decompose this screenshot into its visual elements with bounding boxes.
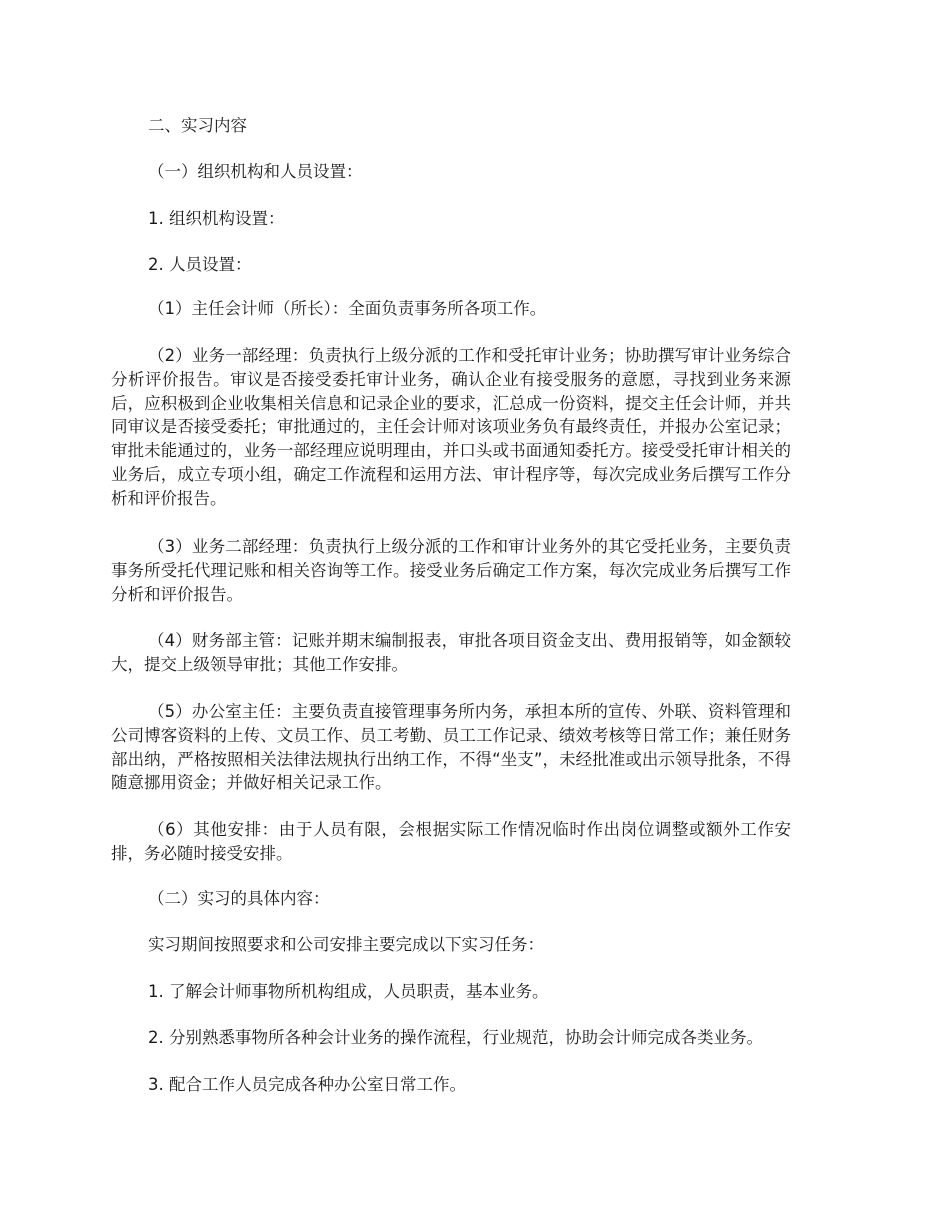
paragraph-staff-setup: 2. 人员设置： bbox=[148, 255, 252, 274]
paragraph-tasks-intro: 实习期间按照要求和公司安排主要完成以下实习任务： bbox=[148, 935, 544, 954]
paragraph-role-5: （5）办公室主任：主要负责直接管理事务所内务，承担本所的宣传、外联、资料管理和公司博客资料的上传、文员工作、员工考勤、员工工作记录、绩效考核等日常工作；兼任财务部出纳，严格按照相关法律法规执行出纳工作，不得“坐支”，未经批准或出示领导批条，不得随意挪用资金；并做好相关记录工作。 bbox=[111, 702, 791, 793]
paragraph-role-3: （3）业务二部经理：负责执行上级分派的工作和审计业务外的其它受托业务，主要负责事务所受托代理记账和相关咨询等工作。接受业务后确定工作方案，每次完成业务后撰写工作分析和评价报告。 bbox=[111, 537, 791, 604]
section-title: 二、实习内容 bbox=[148, 116, 247, 135]
paragraph-role-2: （2）业务一部经理：负责执行上级分派的工作和受托审计业务；协助撰写审计业务综合分析评价报告。审议是否接受委托审计业务，确认企业有接受服务的意愿，寻找到业务来源后，应积极到企业收集相关信息和记录企业的要求，汇总成一份资料，提交主任会计师，并共同审议是否接受委托；审批通过的，主任会计师对该项业务负有最终责任，并报办公室记录；审批未能通过的，业务一部经理应说明理由，并口头或书面通知委托方。接受受托审计相关的业务后，成立专项小组，确定工作流程和运用方法、审计程序等，每次完成业务后撰写工作分析和评价报告。 bbox=[111, 346, 791, 508]
subsection-heading-2: （二）实习的具体内容： bbox=[148, 889, 330, 908]
subsection-heading-1: （一）组织机构和人员设置： bbox=[148, 162, 363, 181]
paragraph-role-4: （4）财务部主管：记账并期末编制报表，审批各项目资金支出、费用报销等，如金额较大，提交上级领导审批；其他工作安排。 bbox=[111, 631, 791, 674]
paragraph-task-3: 3. 配合工作人员完成各种办公室日常工作。 bbox=[148, 1075, 466, 1094]
paragraph-org-setup: 1. 组织机构设置： bbox=[148, 209, 285, 228]
paragraph-role-1: （1）主任会计师（所长）：全面负责事务所各项工作。 bbox=[148, 299, 547, 318]
paragraph-task-1: 1. 了解会计师事物所机构组成，人员职责，基本业务。 bbox=[148, 982, 549, 1001]
paragraph-task-2: 2. 分别熟悉事物所各种会计业务的操作流程，行业规范，协助会计师完成各类业务。 bbox=[148, 1028, 763, 1047]
paragraph-role-6: （6）其他安排：由于人员有限，会根据实际工作情况临时作出岗位调整或额外工作安排，务必随时接受安排。 bbox=[111, 820, 791, 863]
